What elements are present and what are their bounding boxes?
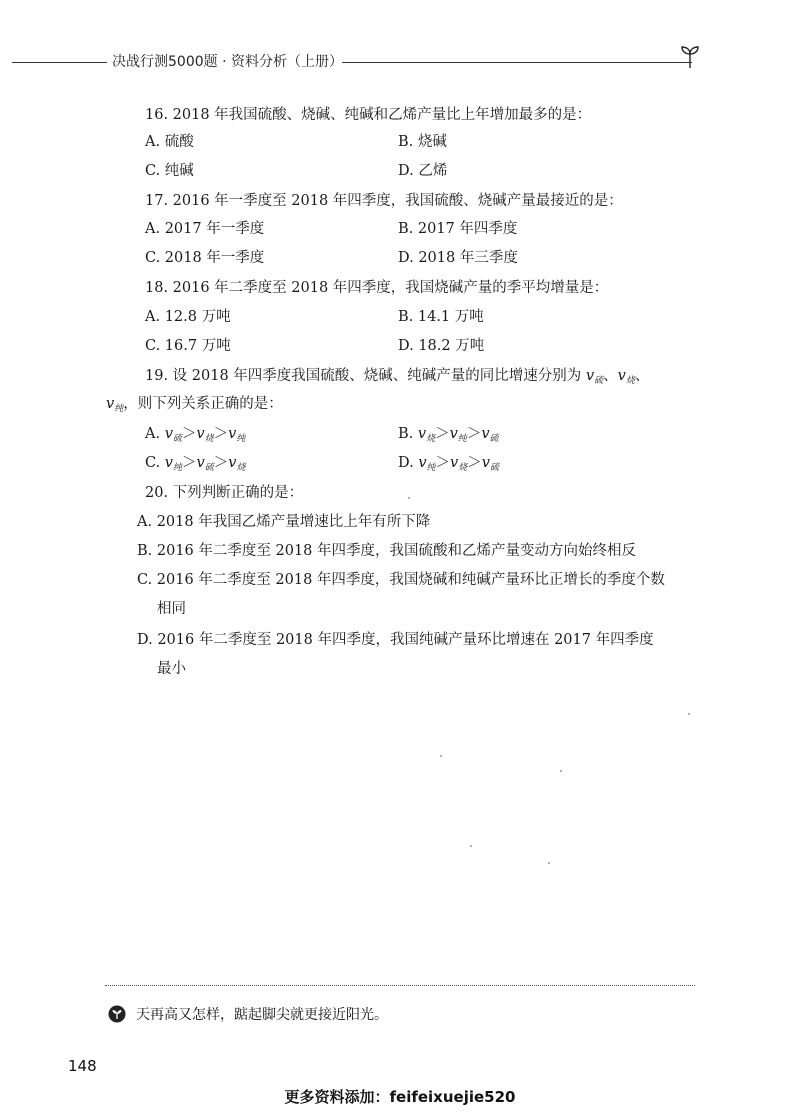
watermark-text: 更多资料添加：feifeixuejie520 (284, 1088, 516, 1106)
q16-option-d[interactable]: D. 乙烯 (398, 163, 448, 179)
q18-option-c[interactable]: C. 16.7 万吨 (145, 338, 231, 354)
q18-option-b[interactable]: B. 14.1 万吨 (398, 309, 484, 325)
q20-option-b[interactable]: B. 2016 年二季度至 2018 年四季度，我国硫酸和乙烯产量变动方向始终相反 (137, 543, 637, 559)
q19-stem-text: 19. 设 2018 年四季度我国硫酸、烧碱、纯碱产量的同比增速分别为 (145, 368, 582, 384)
q20-option-a[interactable]: A. 2018 年我国乙烯产量增速比上年有所下降 (137, 514, 431, 530)
scan-speck (470, 845, 472, 847)
q17-option-c[interactable]: C. 2018 年一季度 (145, 250, 265, 266)
scan-speck (560, 770, 562, 772)
q20-stem: 20. 下列判断正确的是： (145, 485, 304, 501)
q16-option-a[interactable]: A. 硫酸 (145, 134, 194, 150)
q18-option-a[interactable]: A. 12.8 万吨 (145, 309, 231, 325)
q17-option-b[interactable]: B. 2017 年四季度 (398, 221, 518, 237)
q19-option-b[interactable]: B. $v_烧>v_纯>v_硫$ (398, 426, 499, 444)
q19-option-a[interactable]: A. $v_硫>v_烧>v_纯$ (145, 426, 246, 444)
v-shao-symbol: $v_烧$ (617, 368, 635, 386)
q19-option-c[interactable]: C. $v_纯>v_硫>v_烧$ (145, 455, 246, 473)
scan-speck (548, 862, 550, 864)
q20-option-d-line1[interactable]: D. 2016 年二季度至 2018 年四季度，我国纯碱产量环比增速在 2017 年四季度 (137, 632, 654, 648)
q16-option-c[interactable]: C. 纯碱 (145, 163, 194, 179)
q17-stem: 17. 2016 年一季度至 2018 年四季度，我国硫酸、烧碱产量最接近的是： (145, 193, 623, 209)
q20-option-d-line2[interactable]: 最小 (157, 661, 186, 677)
header-title: 决战行测5000题 · 资料分析（上册） (112, 54, 343, 70)
q19-option-d[interactable]: D. $v_纯>v_烧>v_硫$ (398, 455, 499, 473)
v-liu-symbol: $v_硫$ (585, 368, 604, 386)
scan-speck (408, 497, 410, 499)
footer-divider (105, 985, 695, 986)
q18-stem: 18. 2016 年二季度至 2018 年四季度，我国烧碱产量的季平均增量是： (145, 280, 609, 296)
sprout-badge-icon (108, 1005, 126, 1023)
motto-text: 天再高又怎样，踮起脚尖就更接近阳光。 (136, 1007, 388, 1023)
scan-speck (440, 755, 442, 757)
q17-option-a[interactable]: A. 2017 年一季度 (145, 221, 265, 237)
q19-stem-line1: 19. 设 2018 年四季度我国硫酸、烧碱、纯碱产量的同比增速分别为 $v_硫$、$v_烧$、 (145, 368, 650, 386)
page-header (0, 50, 800, 74)
footer-motto (108, 1004, 388, 1024)
q20-option-c-line1[interactable]: C. 2016 年二季度至 2018 年四季度，我国烧碱和纯碱产量环比正增长的季度个数 (137, 572, 665, 588)
q18-option-d[interactable]: D. 18.2 万吨 (398, 338, 485, 354)
sprout-icon (676, 42, 704, 70)
q16-stem: 16. 2018 年我国硫酸、烧碱、纯碱和乙烯产量比上年增加最多的是： (145, 107, 592, 123)
header-rule-right (342, 62, 692, 63)
q19-stem-line2: $v_纯$，则下列关系正确的是： (106, 396, 283, 414)
header-rule-left (12, 62, 107, 63)
scan-speck (688, 713, 690, 715)
q16-option-b[interactable]: B. 烧碱 (398, 134, 447, 150)
q20-option-c-line2[interactable]: 相同 (157, 601, 186, 617)
q17-option-d[interactable]: D. 2018 年三季度 (398, 250, 518, 266)
v-chun-symbol: $v_纯$ (106, 396, 124, 414)
page-number: 148 (68, 1057, 97, 1075)
